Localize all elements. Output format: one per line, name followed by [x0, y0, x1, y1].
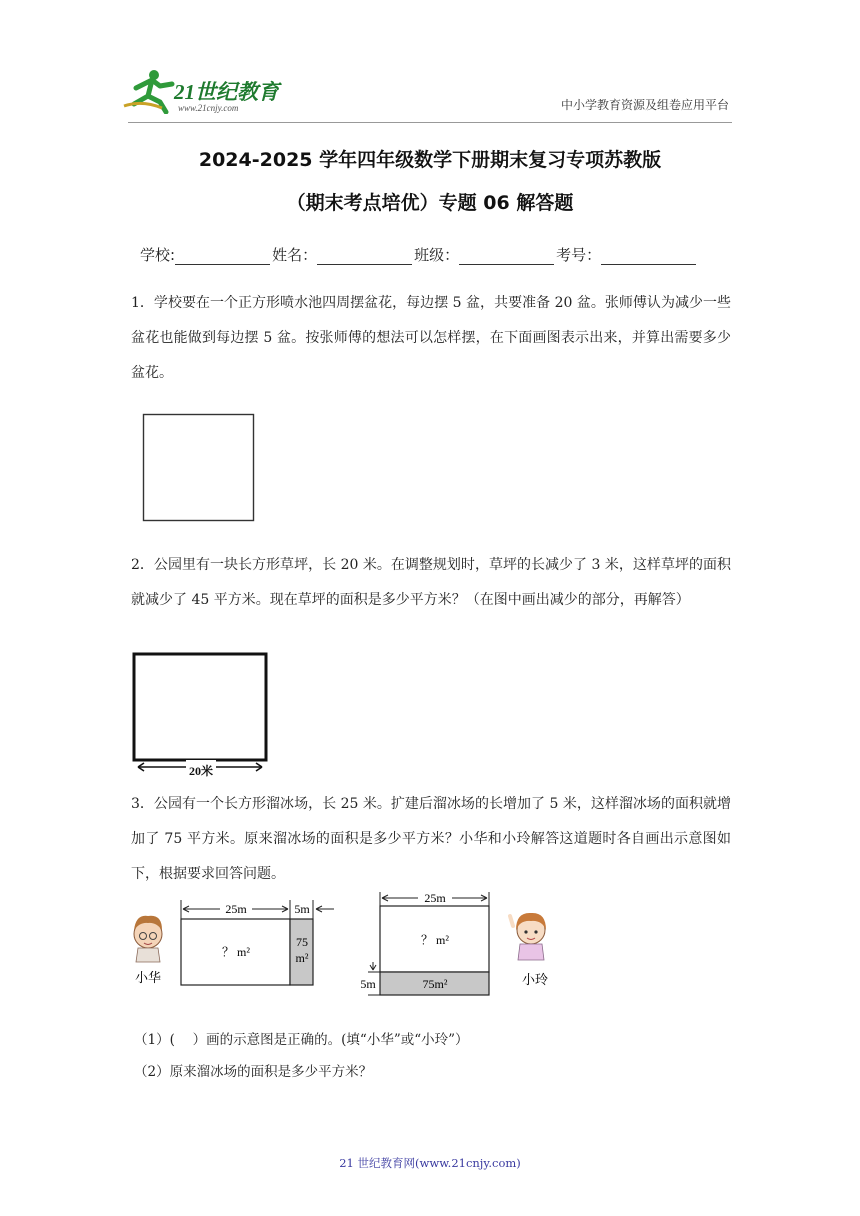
name-label: 姓名：: [272, 246, 318, 264]
class-field[interactable]: [459, 250, 554, 265]
page-footer: 21 世纪教育网(www.21cnjy.com): [339, 1156, 521, 1170]
school-field[interactable]: [175, 250, 270, 265]
added-area-label: 75m²: [422, 977, 448, 991]
question-3-sub-2: （2）原来溜冰场的面积是多少平方米？: [134, 1064, 373, 1080]
extension-label: 5m: [294, 902, 310, 916]
number-label: 考号：: [556, 246, 602, 264]
question-3-sub-1: （1）( ）画的示意图是正确的。(填“小华”或“小玲”）: [134, 1032, 469, 1048]
question-3-text: 3．公园有一个长方形溜冰场，长 25 米。扩建后溜冰场的长增加了 5 米，这样溜冰场的面积就增加了 75 平方米。原来溜冰场的面积是多少平方米？小华和小玲解答这道题时各自画出示意图如下，根据要求回答问题。: [131, 796, 731, 882]
length-label: 20米: [188, 764, 214, 778]
page-subtitle: （期末考点培优）专题 06 解答题: [286, 192, 574, 214]
question-2-text: 2．公园里有一块长方形草坪，长 20 米。在调整规划时，草坪的长减少了 3 米，这样草坪的面积就减少了 45 平方米。现在草坪的面积是多少平方米？（在图中画出减少的部分，再解答）: [131, 557, 731, 608]
name-field[interactable]: [317, 250, 412, 265]
number-field[interactable]: [601, 250, 696, 265]
xiaoling-diagram: [358, 886, 564, 998]
site-logo: [122, 66, 292, 114]
student-info-line: [140, 244, 698, 265]
xiaohua-name: 小华: [134, 970, 162, 985]
top-length-label: 25m: [424, 891, 446, 905]
added-area-unit: m²: [295, 951, 309, 965]
lawn-figure: [130, 651, 272, 779]
logo-url: www.21cnjy.com: [178, 103, 239, 113]
page-title: 2024-2025 学年四年级数学下册期末复习专项苏教版: [198, 149, 662, 171]
school-label: 学校:: [140, 246, 176, 264]
runner-icon: [124, 70, 172, 112]
class-label: 班级：: [414, 246, 460, 264]
xiaohua-diagram: [128, 890, 348, 994]
added-area-value: 75: [296, 935, 308, 949]
unknown-area-label: ？ m²: [421, 933, 449, 947]
platform-label: 中小学教育资源及组卷应用平台: [560, 98, 729, 112]
extension-label: 5m: [360, 977, 376, 991]
header-divider: [128, 122, 732, 123]
boy-avatar: [134, 916, 162, 962]
xiaoling-name: 小玲: [521, 972, 549, 987]
square-pool-figure: [141, 412, 257, 524]
question-1-text: 1．学校要在一个正方形喷水池四周摆盆花，每边摆 5 盆，共要准备 20 盆。张师傅认为减少一些盆花也能做到每边摆 5 盆。按张师傅的想法可以怎样摆，在下面画图表示出来，并算出需要多少盆花。: [131, 295, 731, 381]
girl-avatar: [510, 913, 546, 960]
logo-text: 21世纪教育: [174, 80, 279, 104]
unknown-area-label: ？ m²: [222, 945, 250, 959]
top-length-label: 25m: [225, 902, 247, 916]
